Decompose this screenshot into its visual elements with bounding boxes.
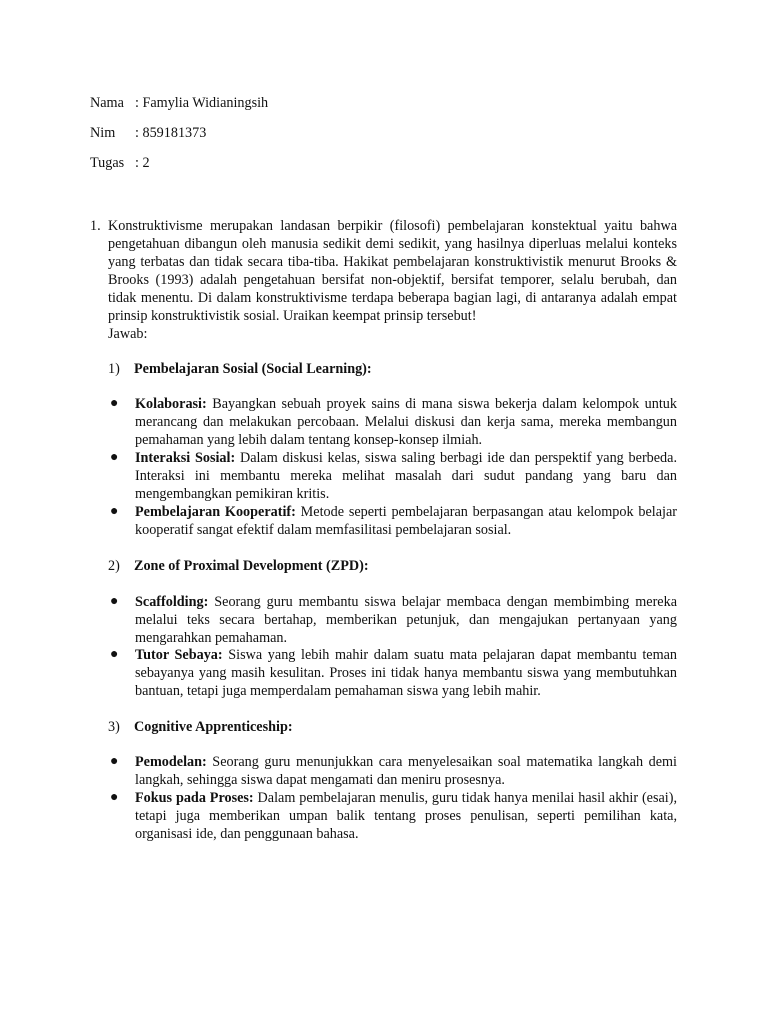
bullet-text: Bayangkan sebuah proyek sains di mana siswa bekerja dalam kelompok untuk merancang dan melakukan percobaan. Melalui diskusi dan kerja sama, mereka membangun pemahaman yang lebih dalam tentang konsep-konsep ilmiah. xyxy=(135,396,677,448)
list-item xyxy=(108,449,677,503)
bullet-text: Seorang guru membantu siswa belajar membaca dengan membimbing mereka melalui teks secara bertahap, memberikan petunjuk, dan mengajukan pertanyaan yang mengarahkan pemahaman. xyxy=(135,594,677,646)
bullet-icon: ● xyxy=(110,450,119,465)
bullet-text: Dalam pembelajaran menulis, guru tidak hanya menilai hasil akhir (esai), tetapi juga memberikan umpan balik tentang proses penulisan, seperti pemilihan kata, organisasi ide, dan penggunaan bahasa. xyxy=(135,790,677,842)
section-number: 1) xyxy=(108,361,120,377)
bullet-icon: ● xyxy=(110,790,119,805)
bullet-icon: ● xyxy=(110,647,119,662)
tugas-value: : 2 xyxy=(135,155,150,171)
list-item xyxy=(108,646,677,700)
bullet-text: Siswa yang lebih mahir dalam suatu mata pelajaran dapat membantu teman sebayanya yang masih kesulitan. Proses ini tidak hanya membantu siswa yang membutuhkan bantuan, tetapi juga memperdalam pemahaman siswa yang lebih mahir. xyxy=(135,647,677,699)
bullet-term: Interaksi Sosial: xyxy=(135,450,236,466)
section-title: Cognitive Apprenticeship: xyxy=(134,719,293,735)
list-item xyxy=(108,789,677,843)
bullet-icon: ● xyxy=(110,504,119,519)
tugas-label: Tugas xyxy=(90,155,125,171)
bullet-text: Dalam diskusi kelas, siswa saling berbagi ide dan perspektif yang berbeda. Interaksi ini membantu mereka melihat masalah dari sudut pandang yang baru dan mengembangkan pemikiran kritis. xyxy=(135,450,678,502)
question-text: Konstruktivisme merupakan landasan berpikir (filosofi) pembelajaran konstektual yaitu bahwa pengetahuan dibangun oleh manusia sedikit demi sedikit, yang hasilnya diperluas melalui konteks yang terbatas dan tidak secara tiba-tiba. Hakikat pembelajaran konstruktivistik menurut Brooks & Brooks (1993) adalah pengetahuan bersifat non-objektif, bersifat temporer, selalu berubah, dan tidak menentu. Di dalam konstruktivisme terdapa beberapa bagian lagi, di antaranya adalah empat prinsip konstruktivistik sosial. Uraikan keempat prinsip tersebut! xyxy=(108,218,677,324)
bullet-term: Pembelajaran Kooperatif: xyxy=(135,504,296,520)
bullet-term: Pemodelan: xyxy=(135,754,207,770)
section-number: 3) xyxy=(108,719,120,735)
nim-value: : 859181373 xyxy=(135,125,207,141)
bullet-text: Seorang guru menunjukkan cara menyelesaikan soal matematika langkah demi langkah, sehingga siswa dapat mengamati dan meniru prosesnya. xyxy=(135,754,677,788)
bullet-term: Kolaborasi: xyxy=(135,396,207,412)
answer-label: Jawab: xyxy=(108,326,148,342)
question-block xyxy=(90,217,677,343)
nama-value: : Famylia Widianingsih xyxy=(135,95,269,111)
bullet-text: Metode seperti pembelajaran berpasangan atau kelompok belajar kooperatif sangat efektif dalam memfasilitasi pembelajaran sosial. xyxy=(135,504,677,538)
section-title: Pembelajaran Sosial (Social Learning): xyxy=(134,361,372,377)
list-item xyxy=(108,593,677,647)
nama-label: Nama xyxy=(90,95,124,111)
tugas-row xyxy=(90,154,150,172)
list-item xyxy=(108,753,677,789)
section-3-heading xyxy=(108,718,293,736)
nim-row xyxy=(90,124,207,142)
bullet-term: Fokus pada Proses: xyxy=(135,790,254,806)
list-item xyxy=(108,395,677,449)
section-2-heading xyxy=(108,557,369,575)
bullet-icon: ● xyxy=(110,594,119,609)
section-number: 2) xyxy=(108,558,120,574)
bullet-icon: ● xyxy=(110,754,119,769)
question-number: 1. xyxy=(90,218,101,234)
section-1-heading xyxy=(108,360,372,378)
list-item xyxy=(108,503,677,539)
nim-label: Nim xyxy=(90,125,116,141)
section-title: Zone of Proximal Development (ZPD): xyxy=(134,558,369,574)
bullet-term: Tutor Sebaya: xyxy=(135,647,223,663)
nama-row xyxy=(90,94,269,112)
bullet-icon: ● xyxy=(110,396,119,411)
bullet-term: Scaffolding: xyxy=(135,594,209,610)
